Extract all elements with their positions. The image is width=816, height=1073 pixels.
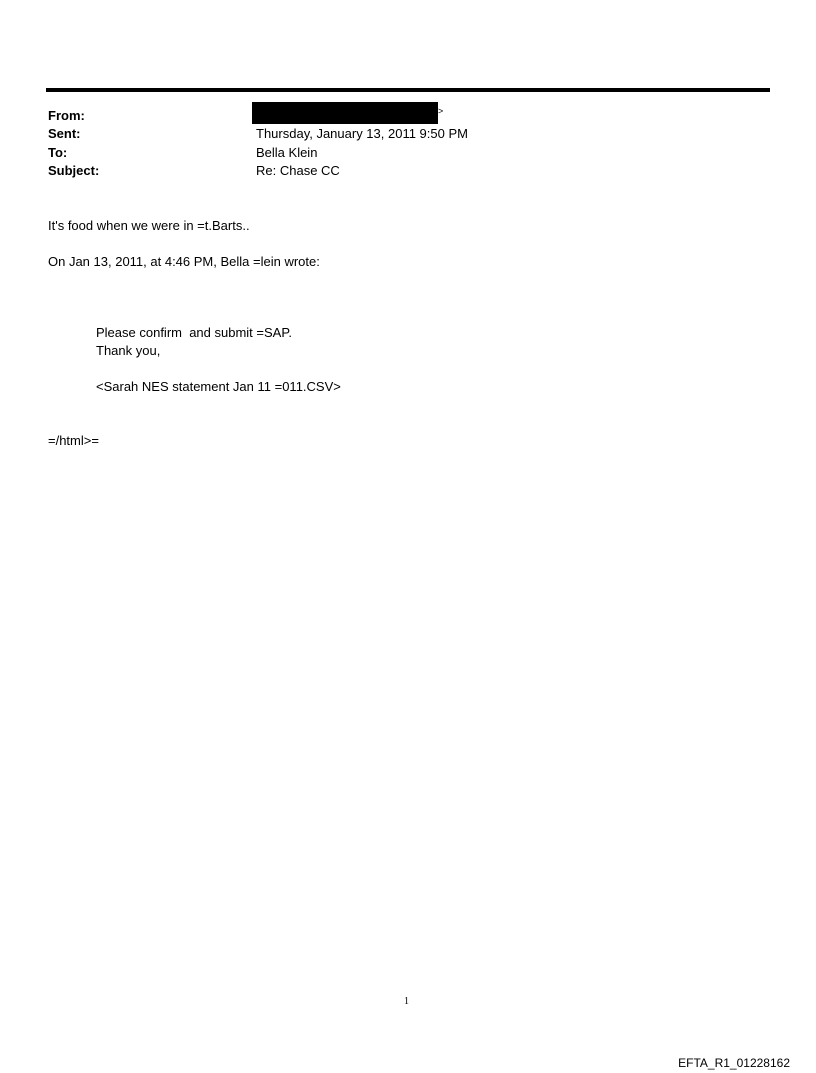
sent-value: Thursday, January 13, 2011 9:50 PM	[256, 126, 468, 141]
subject-label: Subject:	[48, 163, 100, 178]
attachment-line: <Sarah NES statement Jan 11 =011.CSV>	[96, 379, 341, 394]
header-divider	[46, 88, 770, 92]
quote-line-2: Thank you,	[96, 343, 161, 358]
body-line-1: It's food when we were in =t.Barts..	[48, 218, 250, 233]
to-label: To:	[48, 145, 68, 160]
page-number: 1	[404, 996, 409, 1007]
body-line-2: On Jan 13, 2011, at 4:46 PM, Bella =lein wrote:	[48, 254, 320, 269]
html-footer-code: =/html>=	[48, 433, 99, 448]
subject-value: Re: Chase CC	[256, 163, 340, 178]
quote-line-1: Please confirm and submit =SAP.	[96, 325, 292, 340]
bates-number: EFTA_R1_01228162	[678, 1056, 790, 1070]
to-value: Bella Klein	[256, 145, 318, 160]
redaction-tail: >	[438, 106, 444, 116]
sent-label: Sent:	[48, 126, 81, 141]
redacted-sender	[252, 102, 438, 124]
from-label: From:	[48, 108, 85, 123]
